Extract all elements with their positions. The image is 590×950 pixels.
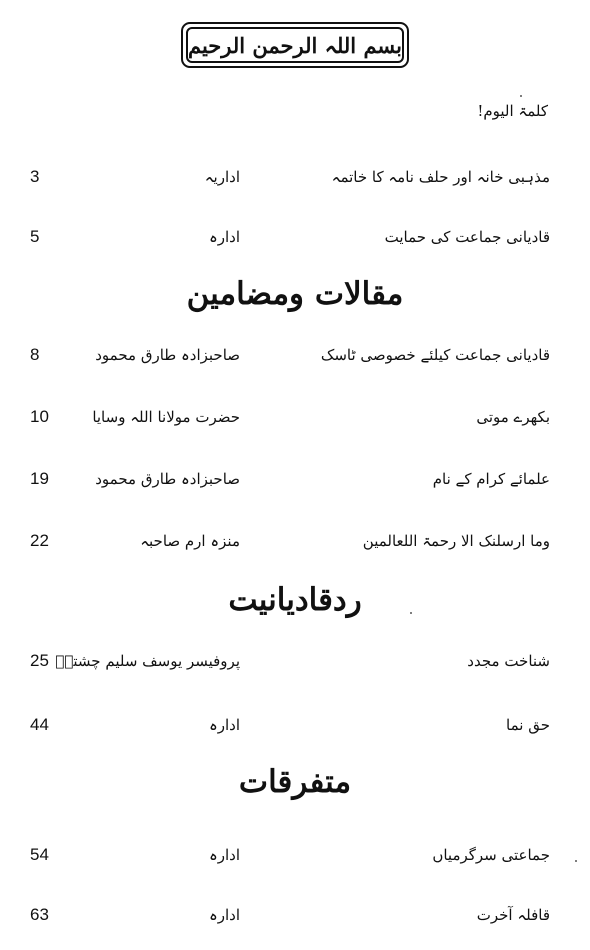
entry-title: قادیانی جماعت کی حمایت	[384, 228, 550, 246]
entry-author: حضرت مولانا اللہ وسایا	[92, 408, 240, 426]
section-heading: متفرقات	[238, 764, 352, 800]
entry-author: ادارہ	[208, 716, 240, 734]
toc-entry	[0, 840, 590, 870]
toc-entry	[0, 526, 590, 556]
page-number: 44	[30, 715, 49, 734]
entry-title: جماعتی سرگرمیاں	[432, 846, 550, 864]
scan-speck	[575, 860, 577, 862]
page-number: 25	[30, 651, 49, 670]
page-number: 10	[30, 407, 49, 426]
page-number: 5	[30, 227, 40, 246]
bismillah-heading: بسم اللہ الرحمن الرحیم	[186, 27, 404, 63]
section-heading: مقالات ومضامین	[186, 276, 404, 312]
entry-title: وما ارسلنک الا رحمۃ اللعالمین	[362, 532, 550, 550]
entry-author: ادارہ	[208, 906, 240, 924]
page-number: 63	[30, 905, 49, 924]
scan-speck	[410, 612, 412, 614]
page-number: 22	[30, 531, 49, 550]
toc-entry	[0, 710, 590, 740]
entry-author: منزہ ارم صاحبہ	[140, 532, 240, 550]
entry-author: ادارہ	[208, 846, 240, 864]
toc-entry	[0, 464, 590, 494]
page-number: 3	[30, 167, 40, 186]
page-number: 19	[30, 469, 49, 488]
entry-author: پروفیسر یوسف سلیم چشتیؒ	[55, 652, 240, 670]
entry-author: اداریہ	[204, 168, 240, 186]
toc-entry	[0, 162, 590, 192]
toc-entry	[0, 222, 590, 252]
bismillah-frame	[181, 22, 409, 68]
entry-title: شناخت مجدد	[467, 652, 550, 670]
entry-title: حق نما	[506, 716, 550, 734]
section-heading: ردقادیانیت	[228, 582, 362, 618]
toc-entry	[0, 402, 590, 432]
entry-author: صاحبزادہ طارق محمود	[95, 470, 240, 488]
toc-entry	[0, 340, 590, 370]
toc-entry	[0, 900, 590, 930]
entry-title: مذہبی خانہ اور حلف نامہ کا خاتمہ	[331, 168, 550, 186]
entry-title: قادیانی جماعت کیلئے خصوصی ٹاسک	[320, 346, 550, 364]
entry-title: قافلہ آخرت	[476, 906, 550, 924]
toc-entry	[0, 646, 590, 676]
kalima-heading: کلمۃ الیوم!	[477, 102, 548, 120]
entry-title: علمائے کرام کے نام	[432, 470, 550, 488]
entry-title: بکھرے موتی	[476, 408, 550, 426]
page-number: 54	[30, 845, 49, 864]
page-number: 8	[30, 345, 40, 364]
scan-speck	[520, 95, 522, 97]
entry-author: ادارہ	[208, 228, 240, 246]
entry-author: صاحبزادہ طارق محمود	[95, 346, 240, 364]
